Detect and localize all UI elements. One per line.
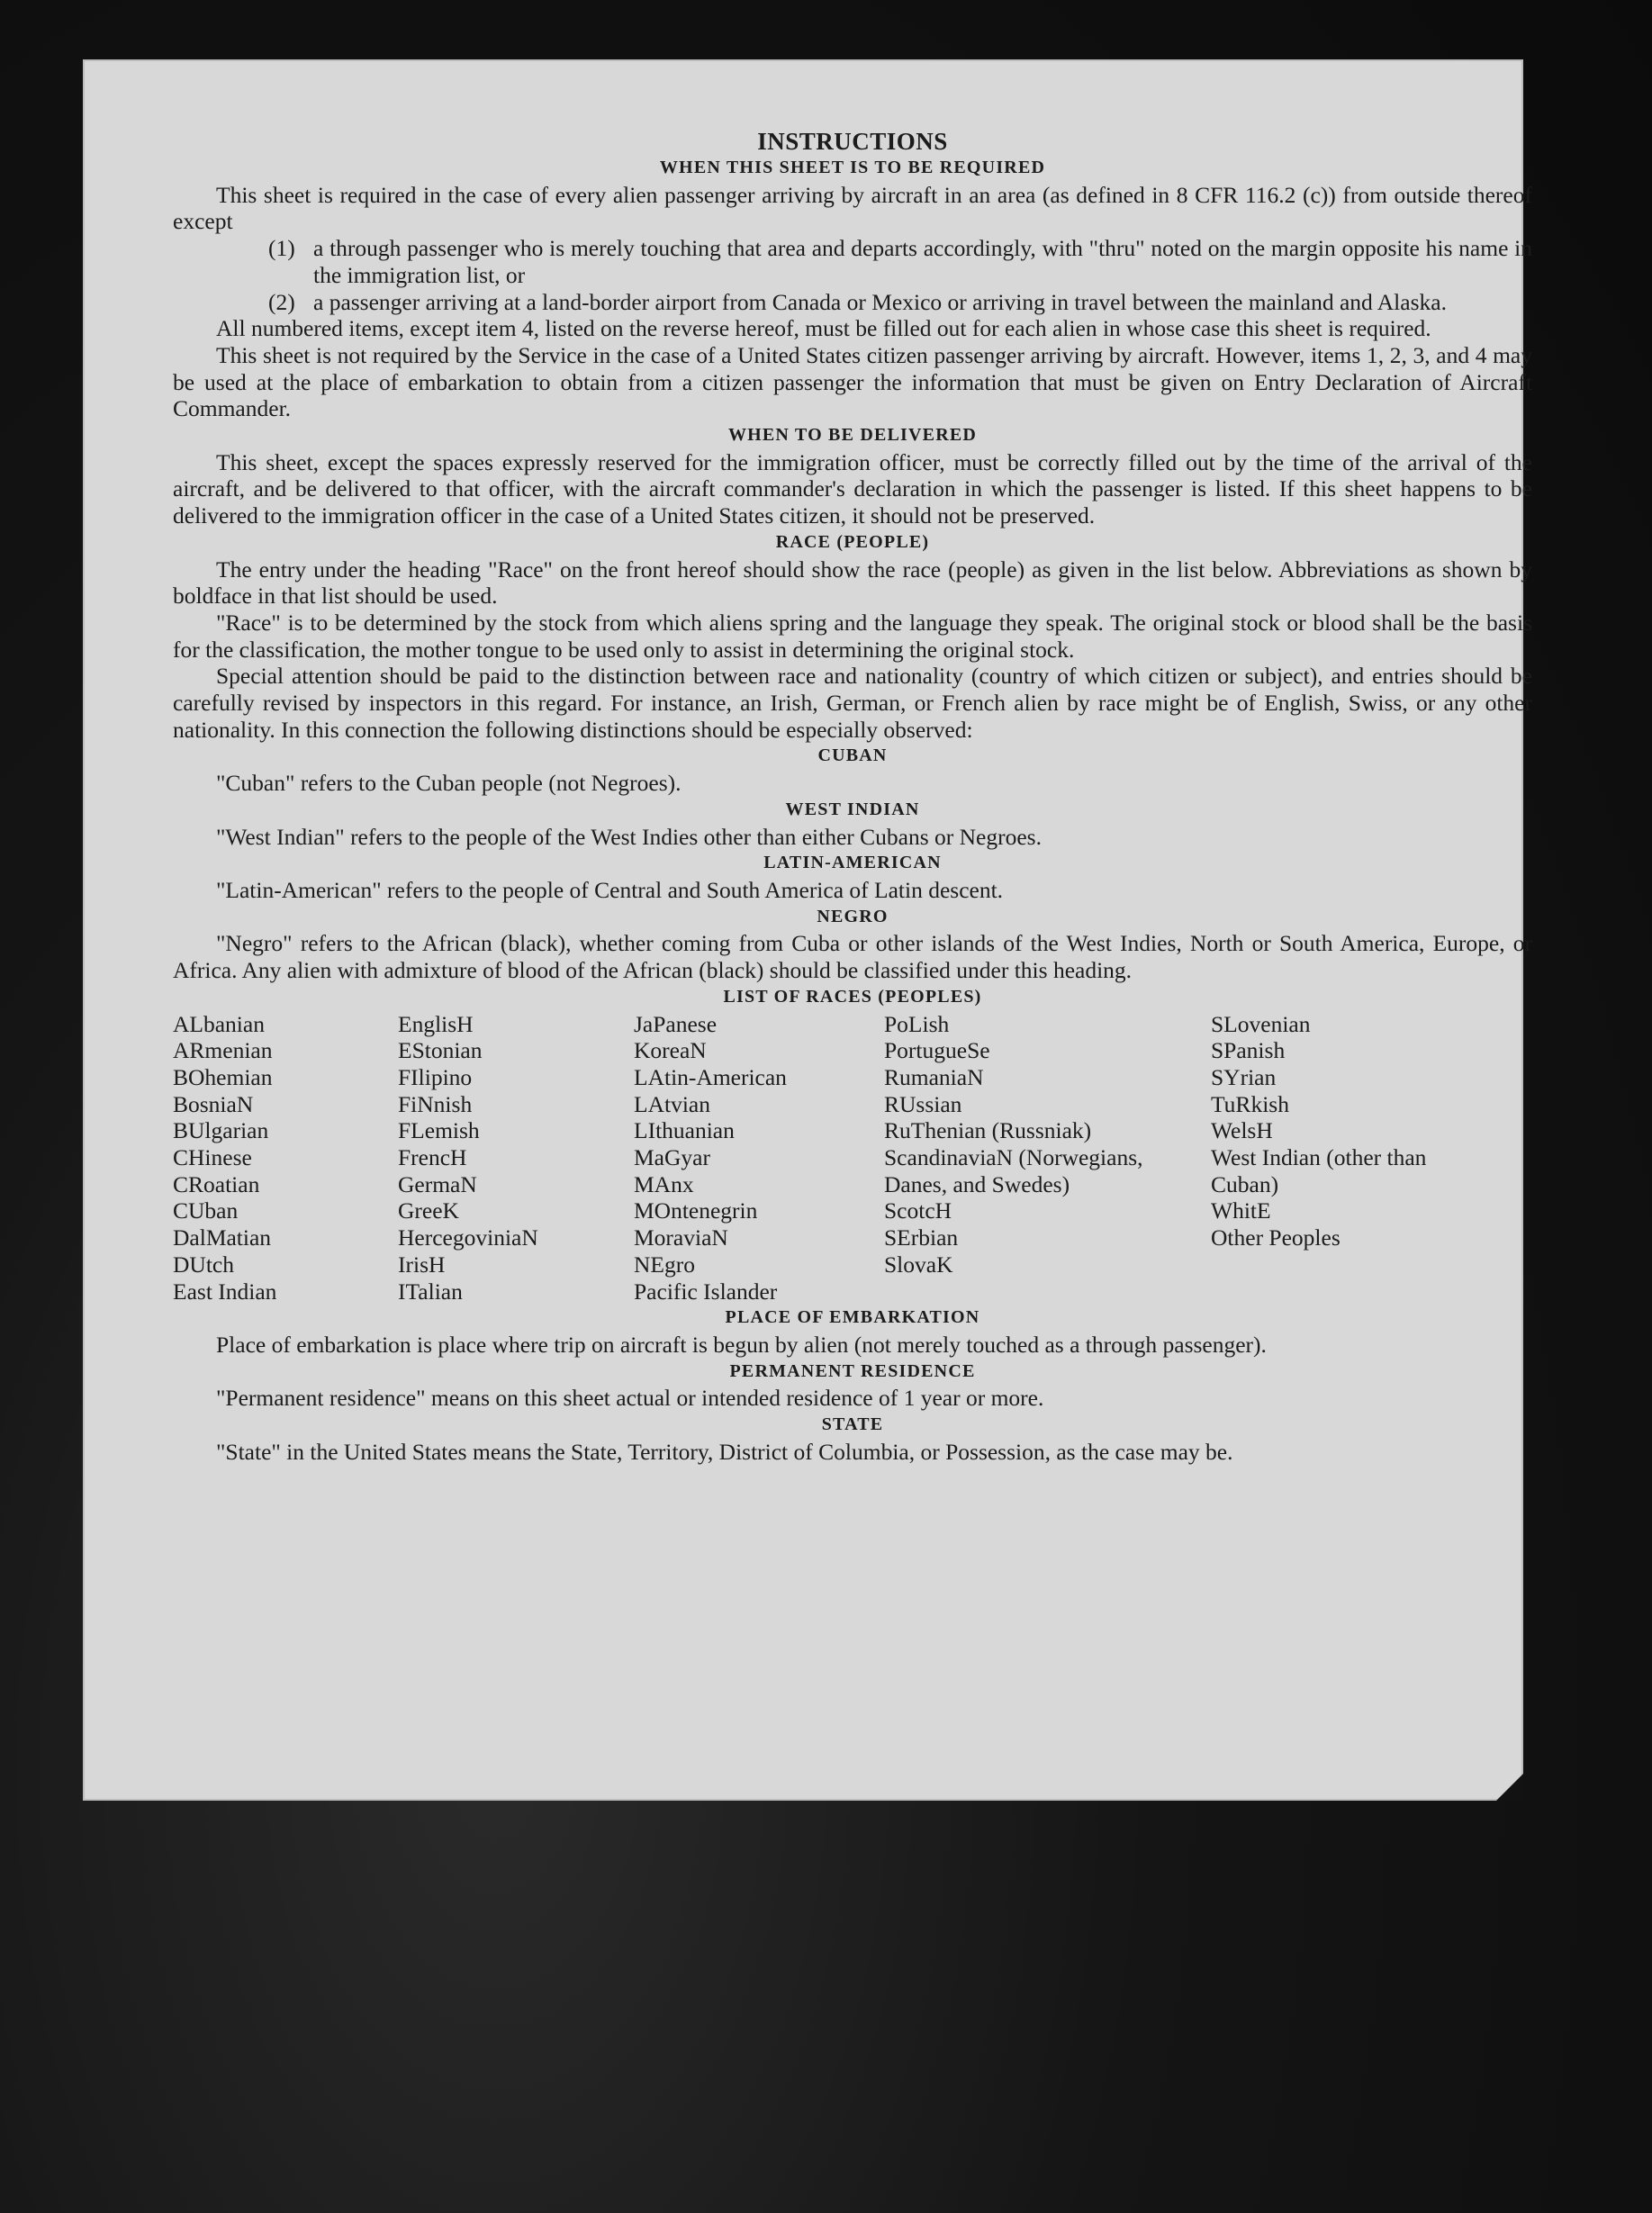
race-entry: MaGyar (634, 1144, 710, 1171)
race-entry: SlovaK (884, 1251, 953, 1278)
race-entry: FrencH (398, 1144, 467, 1171)
race-para2: "Race" is to be determined by the stock from which aliens spring and the language they speak. The original stock or blood shall be the basis for the classification, the mother tongue to be used only to assist in determining the original stock. (173, 609, 1532, 663)
race-entry: Other Peoples (1211, 1224, 1341, 1251)
race-entry: CUban (173, 1197, 239, 1224)
race-entry: BUlgarian (173, 1117, 269, 1144)
races-column-1 (173, 1011, 398, 1305)
heading-list-of-races: LIST OF RACES (PEOPLES) (723, 986, 982, 1007)
heading-when-required: WHEN THIS SHEET IS TO BE REQUIRED (659, 158, 1046, 177)
negro-text: "Negro" refers to the African (black), whether coming from Cuba or other islands of the West Indies, North or South America, Europe, or Africa. Any alien with admixture of blood of the African (black) should be classified under this heading. (173, 930, 1532, 984)
document-sheet (83, 59, 1532, 1801)
heading-embarkation: PLACE OF EMBARKATION (725, 1307, 980, 1328)
exception-number: (2) (268, 288, 295, 315)
races-column-4 (884, 1011, 1211, 1305)
race-entry: SYrian (1211, 1063, 1277, 1090)
race-entry: WhitE (1211, 1197, 1271, 1224)
race-entry: West Indian (other than Cuban) (1211, 1144, 1427, 1197)
heading-west-indian: WEST INDIAN (785, 799, 920, 819)
races-column-5 (1211, 1011, 1445, 1305)
race-entry: SPanish (1211, 1037, 1286, 1064)
heading-cuban: CUBAN (817, 745, 888, 766)
race-entry: ScandinaviaN (Norwegians, Danes, and Swedes) (884, 1144, 1143, 1197)
race-entry: BOhemian (173, 1063, 273, 1090)
race-entry: RuThenian (Russniak) (884, 1117, 1092, 1144)
race-entry: SErbian (884, 1224, 959, 1251)
instructions-content (173, 128, 1532, 1465)
race-entry: RumaniaN (884, 1063, 984, 1090)
race-entry: IrisH (398, 1251, 446, 1278)
race-entry: MAnx (634, 1170, 694, 1197)
embarkation-text: Place of embarkation is place where trip on aircraft is begun by alien (not merely touched as a through passenger). (216, 1331, 1267, 1358)
exception-number: (1) (268, 235, 295, 262)
page-title: INSTRUCTIONS (757, 128, 948, 155)
race-entry: TuRkish (1211, 1090, 1289, 1117)
heading-permanent-residence: PERMANENT RESIDENCE (729, 1360, 976, 1381)
race-para3: Special attention should be paid to the distinction between race and nationality (country of which citizen or subject), and entries should be carefully revised by inspectors in this regard. For instance, an Irish, German, or French alien by race might be of English, Swiss, or any other nationality. In this connection the following distinctions should be especially observed: (173, 663, 1532, 743)
race-entry: ALbanian (173, 1010, 265, 1037)
race-entry: FIlipino (398, 1063, 473, 1090)
race-entry: WelsH (1211, 1117, 1273, 1144)
exception-text: a through passenger who is merely touching that area and departs accordingly, with "thru" noted on the margin opposite his name in the immigration list, or (313, 235, 1532, 288)
race-entry: LIthuanian (634, 1117, 735, 1144)
race-entry: PortugueSe (884, 1037, 990, 1064)
exception-item-1 (173, 235, 1532, 288)
race-entry: FiNnish (398, 1090, 473, 1117)
race-entry: JaPanese (634, 1010, 718, 1037)
race-entry: ITalian (398, 1278, 463, 1305)
when-required-intro: This sheet is required in the case of every alien passenger arriving by aircraft in an area (as defined in 8 CFR 116.2 (c)) from outside thereof except (173, 181, 1532, 235)
when-required-para3: This sheet is not required by the Service in the case of a United States citizen passenger arriving by aircraft. However, items 1, 2, 3, and 4 may be used at the place of embarkation to obtain from a citizen passenger the information that must be given on Entry Declaration of Aircraft Commander. (173, 341, 1532, 422)
race-entry: SLovenian (1211, 1010, 1311, 1037)
race-entry: FLemish (398, 1117, 480, 1144)
race-para1: The entry under the heading "Race" on the front hereof should show the race (people) as given in the list below. Abbreviations as shown by boldface in that list should be used. (173, 556, 1532, 610)
race-entry: KoreaN (634, 1037, 707, 1064)
race-entry: East Indian (173, 1278, 277, 1305)
race-entry: PoLish (884, 1010, 950, 1037)
heading-race: RACE (PEOPLE) (775, 531, 930, 552)
latin-american-text: "Latin-American" refers to the people of Central and South America of Latin descent. (216, 876, 1004, 903)
race-entry: RUssian (884, 1090, 962, 1117)
race-entry: LAtin-American (634, 1063, 787, 1090)
race-entry: CRoatian (173, 1170, 260, 1197)
races-column-2 (398, 1011, 634, 1305)
race-entry: ScotcH (884, 1197, 952, 1224)
race-entry: DalMatian (173, 1224, 272, 1251)
when-delivered-text: This sheet, except the spaces expressly reserved for the immigration officer, must be correctly filled out by the time of the arrival of the aircraft, and be delivered to that officer, with the aircraft commander's declaration in which the passenger is listed. If this sheet happens to be delivered to the immigration officer in the case of a United States citizen, it should not be preserved. (173, 448, 1532, 529)
residence-text: "Permanent residence" means on this sheet actual or intended residence of 1 year or more. (216, 1385, 1044, 1412)
race-entry: HercegoviniaN (398, 1224, 538, 1251)
heading-latin-american: LATIN-AMERICAN (763, 853, 942, 873)
race-entry: LAtvian (634, 1090, 710, 1117)
races-list (173, 1011, 1532, 1305)
race-entry: EStonian (398, 1037, 483, 1064)
cuban-text: "Cuban" refers to the Cuban people (not Negroes). (216, 770, 682, 797)
when-required-para2: All numbered items, except item 4, listed on the reverse hereof, must be filled out for each alien in whose case this sheet is required. (216, 315, 1431, 342)
race-entry: MOntenegrin (634, 1197, 758, 1224)
race-entry: BosniaN (173, 1090, 254, 1117)
race-entry: ARmenian (173, 1037, 273, 1064)
race-entry: GreeK (398, 1197, 459, 1224)
race-entry: EnglisH (398, 1010, 474, 1037)
west-indian-text: "West Indian" refers to the people of the West Indies other than either Cubans or Negroes. (216, 823, 1042, 850)
race-entry: Pacific Islander (634, 1278, 778, 1305)
race-entry: GermaN (398, 1170, 477, 1197)
heading-state: STATE (821, 1414, 884, 1435)
exception-text: a passenger arriving at a land-border airport from Canada or Mexico or arriving in travel between the mainland and Alaska. (313, 288, 1447, 315)
exception-item-2 (173, 289, 1532, 316)
races-column-3 (634, 1011, 884, 1305)
race-entry: NEgro (634, 1251, 695, 1278)
race-entry: MoraviaN (634, 1224, 728, 1251)
race-entry: CHinese (173, 1144, 252, 1171)
race-entry: DUtch (173, 1251, 234, 1278)
heading-when-delivered: WHEN TO BE DELIVERED (727, 425, 978, 446)
state-text: "State" in the United States means the State, Territory, District of Columbia, or Possession, as the case may be. (216, 1438, 1233, 1465)
heading-negro: NEGRO (817, 906, 889, 926)
